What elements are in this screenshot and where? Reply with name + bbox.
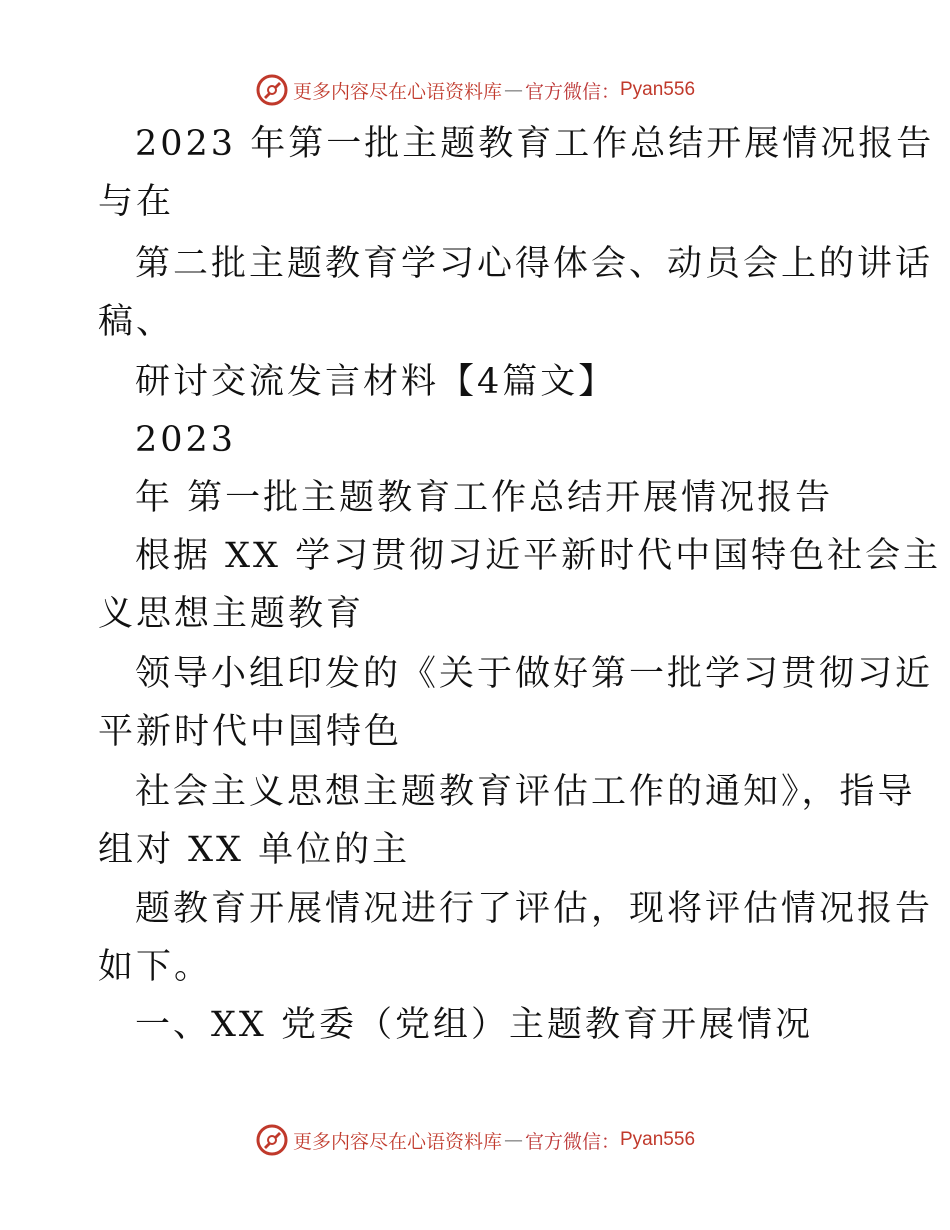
banner-text: 更多内容尽在心语资料库 xyxy=(292,1130,502,1153)
footer-banner xyxy=(0,1120,950,1160)
paragraph-1 xyxy=(98,527,942,643)
paragraph-3 xyxy=(98,763,916,879)
text-line: 2023 xyxy=(135,420,237,460)
wechat-label: 官方微信： xyxy=(524,1130,620,1153)
text-line: 2023 年第一批主题教育工作总结开展情况报告 xyxy=(135,124,935,164)
title-line-1 xyxy=(98,115,935,231)
wechat-id: Pyan556 xyxy=(620,1129,696,1150)
text-line: 年 第一批主题教育工作总结开展情况报告 xyxy=(135,478,834,518)
banner-separator: — xyxy=(503,79,523,101)
text-line: 义思想主题教育 xyxy=(98,594,365,634)
banner-separator: — xyxy=(503,1129,523,1151)
section-heading-1 xyxy=(98,996,858,1054)
logo-icon xyxy=(255,73,289,107)
logo-icon xyxy=(255,1123,289,1157)
text-line: 研讨交流发言材料【4篇文】 xyxy=(135,362,617,402)
subtitle-year xyxy=(98,411,858,469)
text-line: 一、XX 党委（党组）主题教育开展情况 xyxy=(135,1005,813,1045)
text-line: 稿、 xyxy=(98,302,175,342)
text-line: 第二批主题教育学习心得体会、动员会上的讲话 xyxy=(135,244,934,284)
text-line: 组对 XX 单位的主 xyxy=(98,830,411,870)
text-line: 领导小组印发的《关于做好第一批学习贯彻习近 xyxy=(135,654,934,694)
banner-text: 更多内容尽在心语资料库 xyxy=(292,80,502,103)
text-line: 社会主义思想主题教育评估工作的通知》，指导 xyxy=(135,772,916,812)
paragraph-2 xyxy=(98,645,934,761)
subtitle xyxy=(98,469,858,527)
text-line: 题教育开展情况进行了评估，现将评估情况报告 xyxy=(135,889,934,929)
paragraph-4 xyxy=(98,880,934,996)
text-line: 如下。 xyxy=(98,947,213,987)
text-line: 根据 XX 学习贯彻习近平新时代中国特色社会主 xyxy=(135,536,942,576)
wechat-id: Pyan556 xyxy=(620,79,696,100)
title-line-2 xyxy=(98,235,934,351)
text-line: 平新时代中国特色 xyxy=(98,712,403,752)
header-banner xyxy=(0,70,950,110)
wechat-label: 官方微信： xyxy=(524,80,620,103)
text-line: 与在 xyxy=(98,182,175,222)
title-line-3 xyxy=(98,353,858,411)
